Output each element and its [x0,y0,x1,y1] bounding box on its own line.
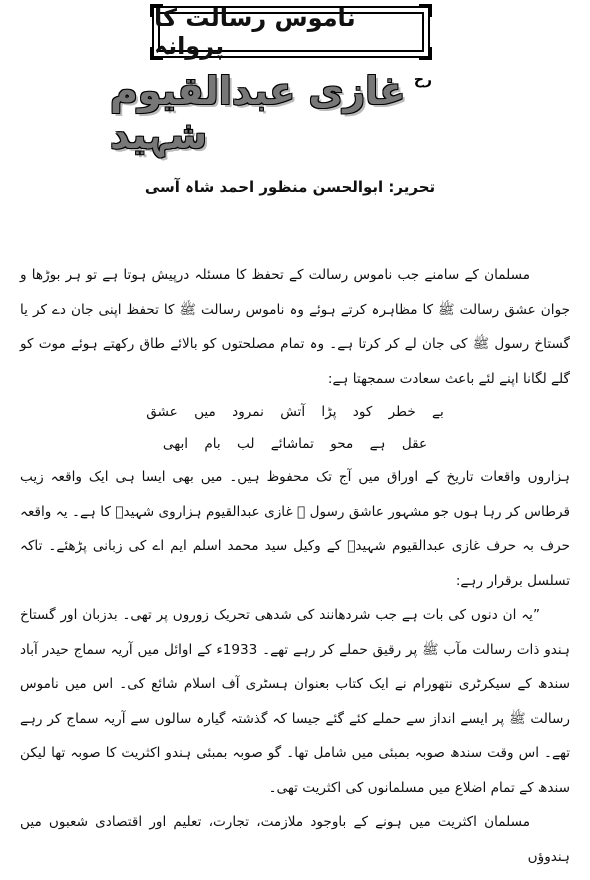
frame-corner-decoration [150,47,163,60]
series-title: ناموس رسالت کا پروانہ [154,4,356,60]
paragraph-continued: مسلمان اکثریت میں ہونے کے باوجود ملازمت، تجارت، تعلیم اور اقتصادی شعبوں میں ہندوؤں [20,814,570,865]
verse-couplet [20,396,570,460]
paragraph-quote: ”یہ ان دنوں کی بات ہے جب شردھانند کی شدھی تحریک زوروں پر تھی۔ بدزبان اور گستاخ ہندو ذات رسالت مآب ﷺ پر رقیق حملے کر رہے تھے۔ 1933ء کے اوائل میں آریہ سماج حیدر آباد سندھ کے سیکرٹری نتھورام نے ایک کتاب بعنوان ہسٹری آف اسلام شائع کی۔ اس میں ناموس رسالت ﷺ پر ایسے انداز سے حملے کئے گئے جیسا کہ گذشتہ گیارہ سالوں سے آریہ سماج کر رہے تھے۔ اس وقت سندھ صوبہ بمبئی میں شامل تھا۔ گو صوبہ بمبئی ہندو اکثریت کا صوبہ تھا لیکن سندھ کے تمام اضلاع میں مسلمانوں کی اکثریت تھی۔ [20,607,570,796]
byline: تحریر: ابوالحسن منظور احمد شاہ آسی [144,178,436,196]
article-headline [110,69,470,157]
paragraph-intro: مسلمان کے سامنے جب ناموس رسالت کے تحفظ کا مسئلہ درپیش ہوتا ہے تو ہر بوڑھا و جوان عشق رسالت ﷺ کا مظاہرہ کرتے ہوئے وہ ناموس رسالت ﷺ کا تحفظ اپنی جان دے کر یا گستاخ رسول ﷺ کی جان لے کر کرتا ہے۔ وہ تمام مصلحتوں کو بالائے طاق رکھتے ہوئے موت کو گلے لگانا اپنے لئے باعث سعادت سمجھتا ہے: [20,267,570,387]
paragraph-events: ہزاروں واقعات تاریخ کے اوراق میں آج تک محفوظ ہیں۔ میں بھی ایسا ہی ایک واقعہ زیب قرطاس کر رہا ہوں جو مشہور عاشق رسول ﷺ غازی عبدالقیوم ہزاروی شہیدؒ کا ہے۔ یہ واقعہ حرف بہ حرف غازی عبدالقیوم شہیدؒ کے وکیل سید محمد اسلم ایم اے کی زبانی پڑھئے۔ تاکہ تسلسل برقرار رہے: [20,469,570,589]
frame-corner-decoration [150,4,163,17]
headline-honorific: رح [413,72,432,88]
frame-corner-decoration [419,47,432,60]
frame-corner-decoration [419,4,432,17]
headline-text: غازی عبدالقیوم شہید [110,69,406,157]
series-title-box [152,6,430,58]
verse-line: عقل ہے محو تماشائے لب بام ابھی [162,436,428,452]
verse-line: بے خطر کود پڑا آتش نمرود میں عشق [146,404,444,420]
article-body [20,258,570,874]
